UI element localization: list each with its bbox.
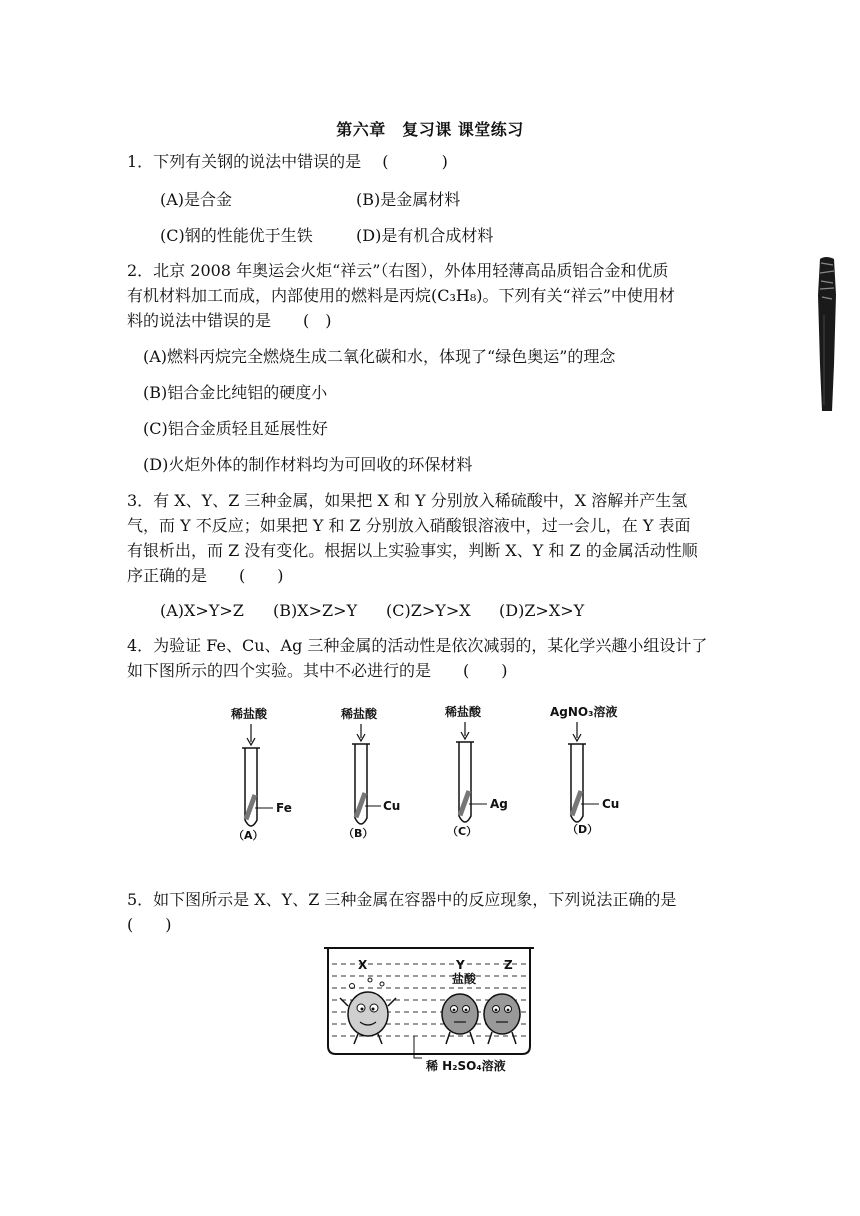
q1-option-c: (C)钢的性能优于生铁 (160, 226, 313, 245)
q3-stem-line4: 序正确的是 ( ) (127, 566, 284, 585)
q4-stem-line2: 如下图所示的四个实验。其中不必进行的是 ( ) (127, 661, 508, 680)
tube-b-reagent: 稀盐酸 (341, 707, 378, 721)
beaker-figure (322, 942, 538, 1077)
q1-option-d: (D)是有机合成材料 (356, 226, 494, 245)
q2-option-a: (A)燃料丙烷完全燃烧生成二氧化碳和水，体现了“绿色奥运”的理念 (143, 347, 616, 366)
metal-x-label: X (358, 958, 368, 972)
q5-stem-line1: 5．如下图所示是 X、Y、Z 三种金属在容器中的反应现象，下列说法正确的是 (127, 890, 677, 909)
tube-c (444, 704, 508, 838)
tube-d-metal: Cu (602, 797, 620, 811)
tube-d (550, 704, 619, 836)
q4-stem-line1: 4．为验证 Fe、Cu、Ag 三种金属的活动性是依次减弱的，某化学兴趣小组设计了 (127, 636, 708, 655)
q2-option-c: (C)铝合金质轻且延展性好 (143, 419, 328, 438)
acid-label: 盐酸 (452, 972, 477, 986)
q3-stem-line2: 气，而 Y 不反应；如果把 Y 和 Z 分别放入硝酸银溶液中，过一会儿，在 Y 表面 (127, 516, 691, 535)
tube-d-reagent: AgNO₃溶液 (550, 705, 618, 719)
tube-b (340, 706, 400, 840)
q2-option-b: (B)铝合金比纯铝的硬度小 (143, 383, 328, 402)
q2-stem-line2: 有机材料加工而成，内部使用的燃料是丙烷(C₃H₈)。下列有关“祥云”中使用材 (127, 286, 675, 305)
q3-option-b: (B)X>Z>Y (273, 601, 358, 620)
q3-option-d: (D)Z>X>Y (499, 601, 585, 620)
q3-option-a: (A)X>Y>Z (160, 601, 244, 620)
q2-option-d: (D)火炬外体的制作材料均为可回收的环保材料 (143, 455, 473, 474)
tube-d-tag: （D） (567, 823, 599, 836)
q1-option-a: (A)是合金 (160, 190, 233, 209)
q3-stem-line3: 有银析出，而 Z 没有变化。根据以上实验事实，判断 X、Y 和 Z 的金属活动性顺 (127, 541, 698, 560)
q5-stem-line2: ( ) (127, 915, 172, 934)
tube-c-reagent: 稀盐酸 (445, 705, 482, 719)
tube-a-tag: （A） (233, 829, 264, 842)
metal-z-label: Z (504, 958, 513, 972)
tube-a (230, 706, 292, 842)
tube-b-tag: （B） (343, 827, 374, 840)
torch-image (812, 255, 842, 415)
tube-a-reagent: 稀盐酸 (231, 707, 268, 721)
test-tube-figure (225, 698, 645, 844)
tube-b-metal: Cu (383, 799, 401, 813)
q1-stem: 1．下列有关钢的说法中错误的是 ( ) (127, 152, 448, 171)
solution-label: 稀 H₂SO₄溶液 (426, 1059, 506, 1073)
page-title: 第六章 复习课 课堂练习 (336, 120, 524, 139)
metal-y-label: Y (456, 958, 465, 972)
q1-option-b: (B)是金属材料 (356, 190, 461, 209)
tube-a-metal: Fe (276, 801, 292, 815)
tube-c-metal: Ag (490, 797, 508, 811)
q2-stem-line3: 料的说法中错误的是 ( ) (127, 311, 332, 330)
q3-stem-line1: 3．有 X、Y、Z 三种金属，如果把 X 和 Y 分别放入稀硫酸中，X 溶解并产生氢 (127, 491, 688, 510)
q2-stem-line1: 2．北京 2008 年奥运会火炬“祥云”（右图），外体用轻薄高品质铝合金和优质 (127, 261, 669, 280)
q3-option-c: (C)Z>Y>X (386, 601, 471, 620)
tube-c-tag: （C） (447, 825, 478, 838)
